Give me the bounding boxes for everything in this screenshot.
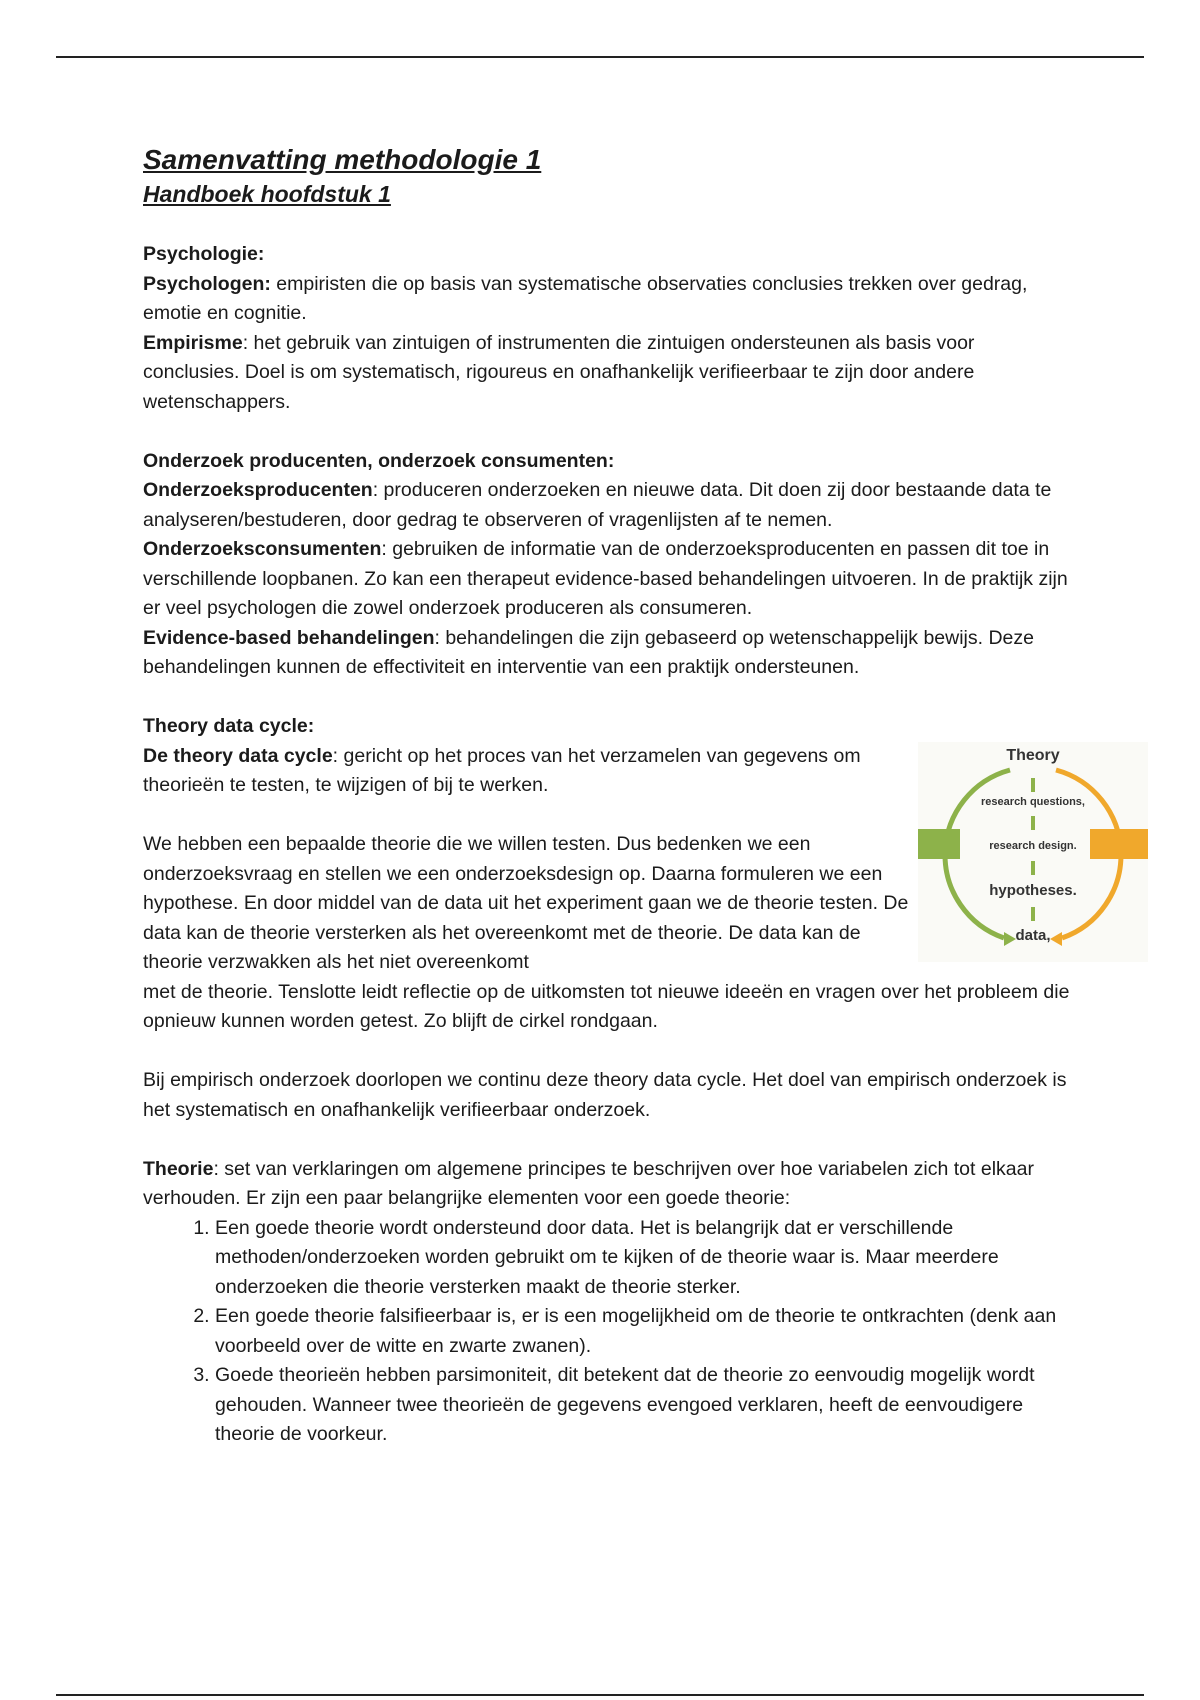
list-item: 3. Goede theorieën hebben parsimoniteit, dit betekent dat de theorie zo eenvoudig mogelijk wordt gehouden. Wanneer twee theorieën de gegevens evengoed verklaren, heeft de eenvoudigere theorie de voorkeur. [215,1361,1073,1450]
theory-label: Theory [1006,747,1060,764]
theory-criteria-list [143,1214,1073,1450]
top-rule [56,56,1144,58]
definition: : set van verklaringen om algemene principes te beschrijven over hoe variabelen zich tot elkaar verhouden. Er zijn een paar belangrijke elementen voor een goede theorie: [143,1157,1034,1209]
list-item: 2. Een goede theorie falsifieerbaar is, er is een mogelijkheid om de theorie te ontkrachten (denk aan voorbeeld over de witte en zwarte zwanen). [215,1302,1073,1361]
list-item: 1. Een goede theorie wordt ondersteund door data. Het is belangrijk dat er verschillende methoden/onderzoeken worden gebruikt om te kijken of de theorie waar is. Maar meerdere onderzoeken die theorie versterken maakt de theorie sterker. [215,1214,1073,1303]
green-side-box [918,829,960,859]
term: Empirisme [143,331,243,354]
paragraph [143,476,1073,624]
definition: : het gebruik van zintuigen of instrumenten die zintuigen ondersteunen als basis voor conclusies. Doel is om systematisch, rigoureus en onafhankelijk verifieerbaar te zijn door andere wetenschappers. [143,331,975,413]
term: Bij empirisch onderzoek doorlopen we continu deze theory data cycle. Het doel van empirisch onderzoek is het systematisch en onafhankelijk verifieerbaar onderzoek. [143,1069,1067,1121]
document-body [143,142,1085,1450]
section-theory-data-cycle [143,712,1085,1037]
paragraph: met de theorie. Tenslotte leidt reflectie op de uitkomsten tot nieuwe ideeën en vragen over het probleem die opnieuw kunnen worden getest. Zo blijft de cirkel rondgaan. [143,980,1070,1032]
paragraph [143,1155,1073,1214]
section-onderzoek [143,447,1073,683]
down-arrow [1031,907,1035,921]
term: Evidence-based behandelingen [143,626,435,649]
hypotheses-label: hypotheses. [989,882,1077,899]
definition: : produceren onderzoeken en nieuwe data. Dit doen zij door bestaande data te analyseren/bestuderen, door gedrag te observeren of vragenlijsten af te nemen. [143,479,1052,531]
section-theorie [143,1155,1073,1450]
section-heading: Theory data cycle: [143,715,315,737]
paragraph [143,624,1073,683]
section-theorie-begin [143,1066,1073,1125]
research-questions-label: research questions, [981,796,1085,808]
section-heading: Onderzoek producenten, onderzoek consumenten: [143,449,615,472]
paragraph [143,1066,1073,1125]
definition: : gebruiken de informatie van de onderzoeksproducenten en passen dit toe in verschillende loopbanen. Zo kan een therapeut evidence-based behandelingen uitvoeren. In de praktijk zijn er veel psychologen die zowel onderzoek produceren als consumeren. [143,538,1068,619]
paragraph [143,270,1073,329]
orange-side-box [1090,829,1148,859]
term: Onderzoeksproducenten [143,479,373,501]
term: De theory data cycle [143,744,333,767]
section-psychologie [143,240,1073,417]
theory-data-cycle-figure [918,742,1148,962]
term: Psychologen: [143,272,271,295]
data-label: data, [1015,927,1051,944]
term: Theorie [143,1157,214,1180]
term: Onderzoeksconsumenten [143,538,382,560]
page-subtitle: Handboek hoofdstuk 1 [143,181,391,207]
down-arrow [1031,778,1035,792]
definition: : gericht op het proces van het verzamelen van gegevens om theorieën te testen, te wijzigen of bij te werken. [143,744,861,796]
section-heading: Psychologie: [143,243,265,265]
research-design-label: research design. [989,840,1077,852]
paragraph: We hebben een bepaalde theorie die we willen testen. Dus bedenken we een onderzoeksvraag en stellen we een onderzoeksdesign op. Daarna formuleren we een hypothese. En door middel van de data uit het experiment gaan we de theorie testen. De data kan de theorie versterken als het overeenkomt met de theorie. De data kan de theorie verzwakken als het niet overeenkomt [143,833,909,973]
down-arrow [1031,861,1035,875]
paragraph [143,329,1073,418]
paragraph [143,742,913,801]
definition: : behandelingen die zijn gebaseerd op wetenschappelijk bewijs. Deze behandelingen kunnen de effectiviteit en interventie van een praktijk ondersteunen. [143,626,1034,678]
page-title: Samenvatting methodologie 1 [143,144,542,175]
bottom-rule [56,1694,1144,1696]
definition: empiristen die op basis van systematische observaties conclusies trekken over gedrag, emotie en cognitie. [143,272,1028,324]
down-arrow [1031,816,1035,830]
